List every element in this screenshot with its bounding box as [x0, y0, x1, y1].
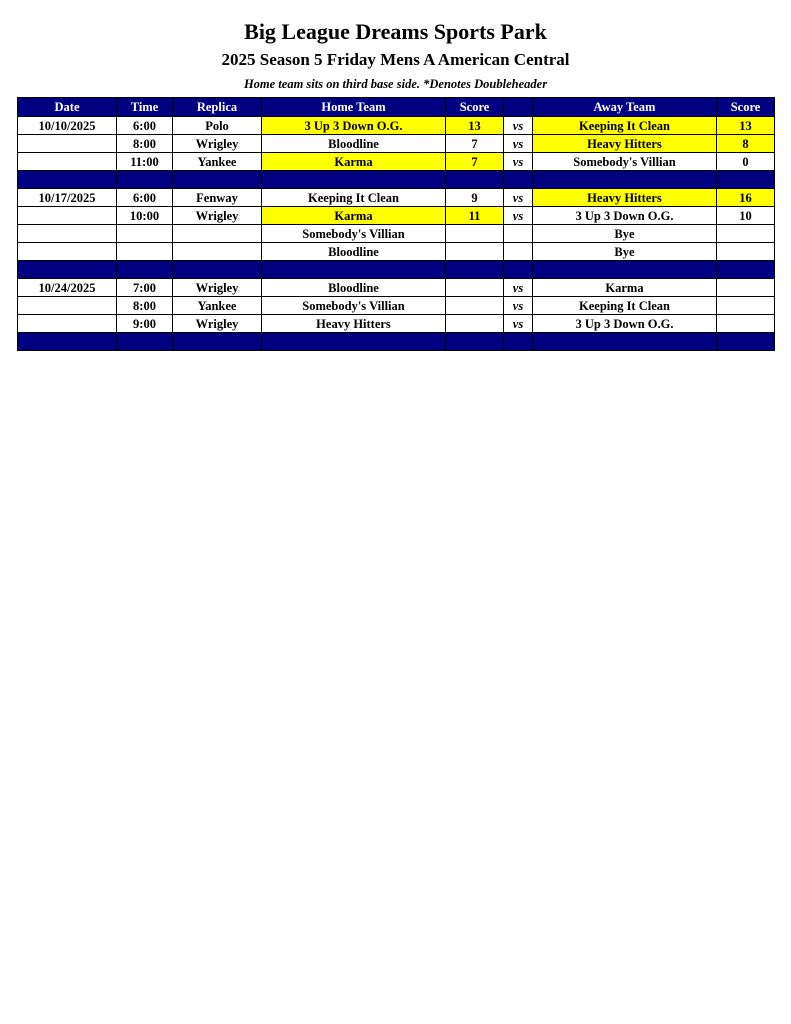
time-cell: 9:00	[117, 315, 173, 333]
table-row	[18, 135, 775, 153]
away-team-cell: Keeping It Clean	[533, 297, 717, 315]
page-subtitle: 2025 Season 5 Friday Mens A American Central	[221, 50, 570, 69]
time-cell: 10:00	[117, 207, 173, 225]
column-header-date: Date	[18, 98, 117, 117]
time-cell	[117, 225, 173, 243]
separator-cell	[446, 261, 504, 279]
replica-cell: Wrigley	[173, 315, 262, 333]
vs-cell: vs	[504, 153, 533, 171]
separator-cell	[717, 333, 775, 351]
home-team-cell: 3 Up 3 Down O.G.	[262, 117, 446, 135]
separator-cell	[18, 261, 117, 279]
home-score-cell: 9	[446, 189, 504, 207]
separator-cell	[262, 333, 446, 351]
column-header-home-team: Home Team	[262, 98, 446, 117]
replica-cell: Polo	[173, 117, 262, 135]
away-score-cell: 0	[717, 153, 775, 171]
time-cell: 8:00	[117, 135, 173, 153]
date-cell	[18, 297, 117, 315]
time-cell: 8:00	[117, 297, 173, 315]
home-team-cell: Karma	[262, 153, 446, 171]
home-score-cell: 11	[446, 207, 504, 225]
replica-cell: Yankee	[173, 153, 262, 171]
date-cell	[18, 315, 117, 333]
away-team-cell: 3 Up 3 Down O.G.	[533, 207, 717, 225]
away-score-cell	[717, 315, 775, 333]
separator-cell	[173, 333, 262, 351]
separator-cell	[18, 171, 117, 189]
away-score-cell: 8	[717, 135, 775, 153]
date-cell: 10/24/2025	[18, 279, 117, 297]
time-cell: 7:00	[117, 279, 173, 297]
separator-cell	[504, 171, 533, 189]
date-cell	[18, 135, 117, 153]
date-cell	[18, 243, 117, 261]
away-team-cell: Karma	[533, 279, 717, 297]
table-header-row	[18, 98, 775, 117]
column-header-vs	[504, 98, 533, 117]
time-cell: 6:00	[117, 189, 173, 207]
date-cell	[18, 153, 117, 171]
replica-cell: Wrigley	[173, 135, 262, 153]
home-score-cell	[446, 279, 504, 297]
away-score-cell	[717, 243, 775, 261]
vs-cell: vs	[504, 207, 533, 225]
away-score-cell: 16	[717, 189, 775, 207]
column-header-away-score: Score	[717, 98, 775, 117]
away-score-cell	[717, 225, 775, 243]
vs-cell: vs	[504, 279, 533, 297]
table-row	[18, 153, 775, 171]
time-cell: 11:00	[117, 153, 173, 171]
separator-cell	[173, 261, 262, 279]
away-team-cell: Bye	[533, 243, 717, 261]
table-row	[18, 207, 775, 225]
home-team-cell: Keeping It Clean	[262, 189, 446, 207]
column-header-away-team: Away Team	[533, 98, 717, 117]
table-row	[18, 117, 775, 135]
separator-row	[18, 333, 775, 351]
separator-cell	[717, 171, 775, 189]
column-header-home-score: Score	[446, 98, 504, 117]
home-team-cell: Somebody's Villian	[262, 225, 446, 243]
replica-cell	[173, 243, 262, 261]
home-team-cell: Somebody's Villian	[262, 297, 446, 315]
separator-cell	[446, 171, 504, 189]
vs-cell: vs	[504, 189, 533, 207]
table-row	[18, 297, 775, 315]
replica-cell	[173, 225, 262, 243]
separator-cell	[533, 261, 717, 279]
table-row	[18, 243, 775, 261]
home-score-cell: 7	[446, 135, 504, 153]
away-score-cell	[717, 297, 775, 315]
separator-cell	[18, 333, 117, 351]
replica-cell: Wrigley	[173, 207, 262, 225]
separator-cell	[504, 261, 533, 279]
separator-cell	[504, 333, 533, 351]
replica-cell: Yankee	[173, 297, 262, 315]
home-team-cell: Karma	[262, 207, 446, 225]
time-cell: 6:00	[117, 117, 173, 135]
schedule-body	[18, 117, 775, 351]
away-team-cell: Keeping It Clean	[533, 117, 717, 135]
away-score-cell: 13	[717, 117, 775, 135]
vs-cell	[504, 243, 533, 261]
home-score-cell: 7	[446, 153, 504, 171]
date-cell: 10/17/2025	[18, 189, 117, 207]
separator-cell	[117, 171, 173, 189]
away-score-cell: 10	[717, 207, 775, 225]
column-header-replica: Replica	[173, 98, 262, 117]
home-team-cell: Bloodline	[262, 279, 446, 297]
table-row	[18, 189, 775, 207]
separator-cell	[533, 333, 717, 351]
home-score-cell	[446, 315, 504, 333]
vs-cell: vs	[504, 315, 533, 333]
date-cell: 10/10/2025	[18, 117, 117, 135]
away-score-cell	[717, 279, 775, 297]
away-team-cell: Heavy Hitters	[533, 135, 717, 153]
home-score-cell: 13	[446, 117, 504, 135]
home-team-cell: Heavy Hitters	[262, 315, 446, 333]
home-score-cell	[446, 243, 504, 261]
separator-cell	[446, 333, 504, 351]
vs-cell	[504, 225, 533, 243]
away-team-cell: 3 Up 3 Down O.G.	[533, 315, 717, 333]
vs-cell: vs	[504, 135, 533, 153]
away-team-cell: Heavy Hitters	[533, 189, 717, 207]
table-row	[18, 225, 775, 243]
away-team-cell: Somebody's Villian	[533, 153, 717, 171]
replica-cell: Wrigley	[173, 279, 262, 297]
vs-cell: vs	[504, 117, 533, 135]
separator-cell	[262, 171, 446, 189]
separator-cell	[717, 261, 775, 279]
separator-cell	[533, 171, 717, 189]
home-score-cell	[446, 225, 504, 243]
replica-cell: Fenway	[173, 189, 262, 207]
home-team-cell: Bloodline	[262, 243, 446, 261]
time-cell	[117, 243, 173, 261]
column-header-time: Time	[117, 98, 173, 117]
separator-cell	[117, 333, 173, 351]
date-cell	[18, 225, 117, 243]
separator-row	[18, 261, 775, 279]
separator-cell	[262, 261, 446, 279]
schedule-table	[17, 97, 775, 351]
table-row	[18, 315, 775, 333]
separator-row	[18, 171, 775, 189]
date-cell	[18, 207, 117, 225]
vs-cell: vs	[504, 297, 533, 315]
page-title: Big League Dreams Sports Park	[244, 19, 547, 44]
table-row	[18, 279, 775, 297]
separator-cell	[173, 171, 262, 189]
page-note: Home team sits on third base side. *Denotes Doubleheader	[243, 77, 548, 91]
home-score-cell	[446, 297, 504, 315]
home-team-cell: Bloodline	[262, 135, 446, 153]
away-team-cell: Bye	[533, 225, 717, 243]
separator-cell	[117, 261, 173, 279]
